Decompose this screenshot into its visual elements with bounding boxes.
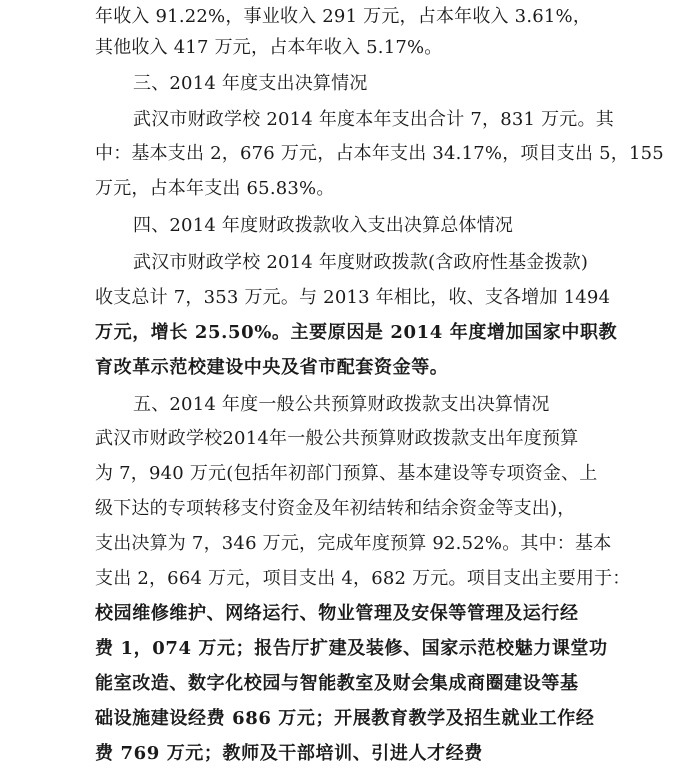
paragraph-line: 年收入 91.22%，事业收入 291 万元，占本年收入 3.61%，	[95, 6, 592, 27]
paragraph-line: 能室改造、数字化校园与智能教室及财会集成商圈建设等基	[95, 673, 579, 694]
section-heading: 四、2014 年度财政拨款收入支出决算总体情况	[133, 215, 514, 236]
paragraph-line: 费 1，074 万元；报告厅扩建及装修、国家示范校魅力课堂功	[95, 638, 608, 659]
paragraph-line: 支出 2，664 万元，项目支出 4，682 万元。项目支出主要用于：	[95, 568, 631, 589]
paragraph-line: 级下达的专项转移支付资金及年初结转和结余资金等支出)，	[95, 498, 576, 519]
paragraph-line: 其他收入 417 万元，占本年收入 5.17%。	[95, 37, 443, 58]
paragraph-line: 武汉市财政学校2014年一般公共预算财政拨款支出年度预算	[95, 428, 579, 449]
paragraph-line: 为 7，940 万元(包括年初部门预算、基本建设等专项资金、上	[95, 463, 598, 484]
paragraph-line: 础设施建设经费 686 万元；开展教育教学及招生就业工作经	[95, 708, 595, 729]
section-heading: 五、2014 年度一般公共预算财政拨款支出决算情况	[133, 394, 550, 415]
paragraph-line: 万元，占本年支出 65.83%。	[95, 178, 335, 199]
paragraph-line: 收支总计 7，353 万元。与 2013 年相比，收、支各增加 1494	[95, 287, 611, 308]
paragraph-line: 费 769 万元；教师及干部培训、引进人才经费	[95, 743, 483, 764]
paragraph-line: 武汉市财政学校 2014 年度本年支出合计 7，831 万元。其	[133, 109, 614, 130]
paragraph-line: 武汉市财政学校 2014 年度财政拨款(含政府性基金拨款)	[133, 252, 589, 273]
paragraph-line: 校园维修维护、网络运行、物业管理及安保等管理及运行经	[95, 603, 579, 624]
paragraph-line: 万元，增长 25.50%。主要原因是 2014 年度增加国家中职教	[95, 322, 618, 343]
section-heading: 三、2014 年度支出决算情况	[133, 73, 368, 94]
paragraph-line: 育改革示范校建设中央及省市配套资金等。	[95, 357, 449, 378]
paragraph-line: 中：基本支出 2，676 万元，占本年支出 34.17%，项目支出 5，155	[95, 143, 664, 164]
paragraph-line: 支出决算为 7，346 万元，完成年度预算 92.52%。其中：基本	[95, 533, 612, 554]
